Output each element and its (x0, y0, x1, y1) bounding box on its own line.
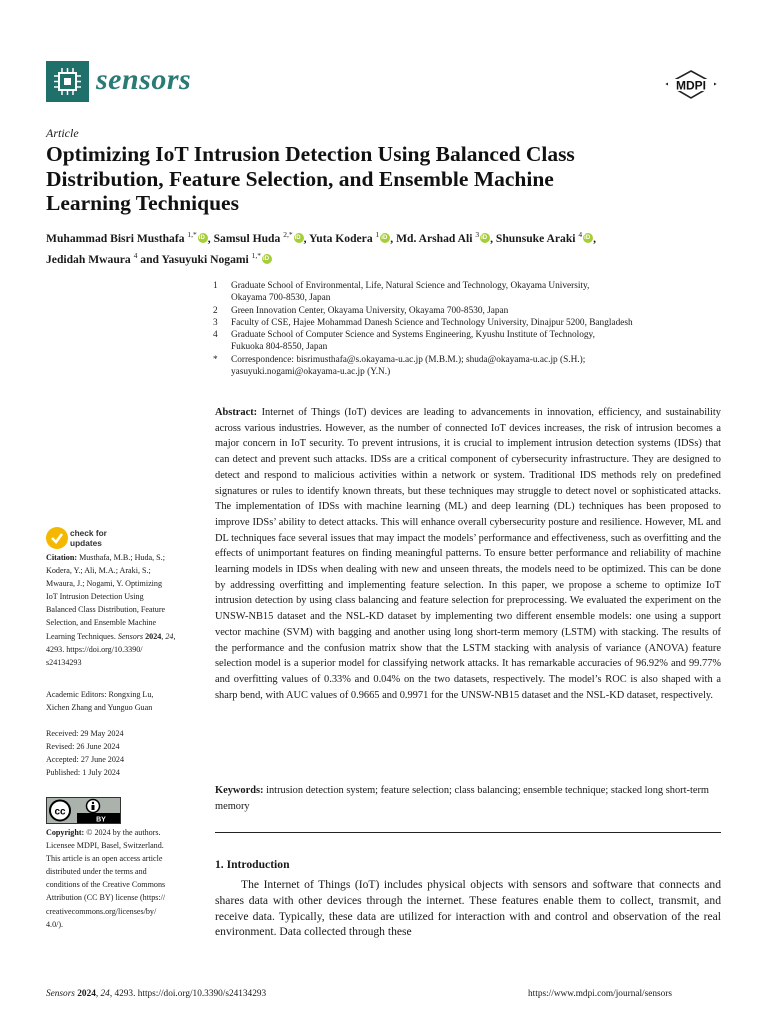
citation-doi-link[interactable]: 4293. https://doi.org/10.3390/ (46, 644, 143, 654)
affiliation-item: 1 Graduate School of Environmental, Life, Natural Science and Technology, Okayama University, Okayama 700-8530, Japan (213, 281, 590, 304)
abstract (215, 405, 721, 703)
author-name: Yuta Kodera (308, 231, 373, 245)
orcid-icon[interactable] (480, 233, 490, 243)
author-list: Muhammad Bisri Musthafa $^{1,*}$iD , Samsul Huda $^{2,*}$iD , Yuta Kodera $^1$iD , Md. Arshad Ali $^3$iD , Shunsuke Araki $^4$iD , Jedidah Mwaura $^4$ and Yasuyuki Nogami $^{1,*}$iD (46, 226, 736, 268)
orcid-icon[interactable] (262, 254, 272, 264)
title-line: Learning Techniques (46, 191, 239, 215)
svg-text:BY: BY (96, 816, 106, 823)
publisher-logo (665, 70, 717, 100)
orcid-icon[interactable] (198, 233, 208, 243)
check-updates-icon (46, 527, 68, 549)
title-line: Optimizing IoT Intrusion Detection Using Balanced Class (46, 142, 575, 166)
orcid-icon[interactable] (380, 233, 390, 243)
svg-text:cc: cc (54, 806, 66, 818)
publication-dates: Received: 29 May 2024 Revised: 26 June 2024 Accepted: 27 June 2024 Published: 1 July 2024 (46, 729, 124, 778)
paper-title (46, 142, 726, 216)
author-name: Jedidah Mwaura (46, 252, 131, 266)
keywords (215, 783, 721, 814)
section-heading: 1. Introduction (215, 858, 290, 871)
affiliation-item: 2 Green Innovation Center, Okayama University, Okayama 700-8530, Japan (213, 305, 509, 316)
correspondence: * Correspondence: bisrimusthafa@s.okayama-u.ac.jp (M.B.M.); shuda@okayama-u.ac.jp (S.H.); yasuyuki.nogami@okayama-u.ac.jp (Y.N.) (213, 354, 586, 378)
author-name: Muhammad Bisri Musthafa (46, 231, 185, 245)
journal-name: sensors (96, 63, 192, 96)
author-name: Md. Arshad Ali (396, 231, 473, 245)
journal-logo (46, 61, 89, 102)
keywords-text: intrusion detection system; feature selection; class balancing; ensemble technique; stacked long short-term memory (215, 785, 710, 812)
publisher-name: MDPI (676, 78, 706, 93)
article-type: Article (46, 126, 79, 140)
divider (215, 832, 721, 833)
author-name: Samsul Huda (213, 231, 281, 245)
footer-citation: Sensors 2024, 24, 4293. https://doi.org/10.3390/s24134293 (46, 989, 267, 999)
abstract-label: Abstract: (215, 407, 258, 418)
author-name: Shunsuke Araki (495, 231, 576, 245)
orcid-icon[interactable] (294, 233, 304, 243)
affiliation-item: 3 Faculty of CSE, Hajee Mohammad Danesh Science and Technology University, Dinajpur 5200, Bangladesh (213, 317, 633, 328)
check-for-updates-button[interactable]: check for updates (46, 527, 136, 549)
title-line: Distribution, Feature Selection, and Ensemble Machine (46, 166, 554, 191)
abstract-text: Internet of Things (IoT) devices are leading to advancements in innovation, efficiency, and sustainability across various industries. However, as the number of connected IoT devices increases, the risk of intrusion becomes a major concern in IoT security. To prevent intrusions, it is crucial to implement intrusion detection systems (IDSs) that can detect and prevent such attacks. IDSs are a critical component of cybersecurity infrastructure. They are designed to detect and respond to malicious activities within a network or system. Traditional IDS methods rely on predefined signatures or rules to identify known threats, but these techniques may struggle to detect novel or sophisticated attacks. The implementation of IDSs with machine learning (ML) and deep learning (DL) techniques has been proposed to improve IDSs’ ability to detect attacks. This will enhance overall cybersecurity posture and resilience. However, ML and DL techniques face several issues that may impact the models’ performance and effectiveness, such as overfitting and the effects of unimportant features on finding meaningful patterns. To ensure better performance and reliability of machine learning models in IDSs when dealing with new and unseen threats, the models need to be optimized. This can be done by addressing overfitting and implementing feature selection. In this paper, we propose a scheme to optimize IoT intrusion detection by using class balancing and feature selection for preprocessing. We evaluated the experiment on the UNSW-NB15 dataset and the NSL-KD dataset by implementing two different ensemble models: one using a support vector machine (SVM) with bagging and another using long short-term memory (LSTM) with stacking. The results of the performance and the confusion matrix show that the LSTM stacking with analysis of variance (ANOVA) feature selection model is a superior model for classifying network attacks. It has remarkable accuracies of 96.92% and 99.77% and overfitting values of 0.33% and 0.04% on the two datasets, respectively. The model’s ROC is also shaped with a sharp bend, with AUC values of 0.9665 and 0.9971 for the UNSW-NB15 dataset and the NSL-KD dataset, respectively. (215, 407, 721, 701)
author-name: Yasuyuki Nogami (161, 252, 249, 266)
copyright-block: Copyright: © 2024 by the authors. Licensee MDPI, Basel, Switzerland. This article is an open access article distributed under the terms and conditions of the Creative Commons Attribution (CC BY) license (https:// creativecommons.org/licenses/by/ 4.0/). (46, 828, 166, 929)
academic-editors: Academic Editors: Rongxing Lu, Xichen Zhang and Yunguo Guan (46, 690, 154, 713)
cc-by-license-badge[interactable] (46, 797, 121, 824)
footer-journal-url[interactable]: https://www.mdpi.com/journal/sensors (528, 989, 673, 999)
affiliation-item: 4 Graduate School of Computer Science and Systems Engineering, Kyushu Institute of Technology, Fukuoka 804-8550, Japan (213, 330, 595, 353)
keywords-label: Keywords: (215, 785, 264, 796)
affiliations (213, 280, 723, 378)
introduction-text: The Internet of Things (IoT) includes physical objects with sensors and software that connects and shares data with other devices through the internet. These features enable them to collect, transmit, and receive data. Typically, these data are utilized for interaction with and control and observation of the real environment. Data collected through these (215, 878, 721, 939)
orcid-icon[interactable] (583, 233, 593, 243)
citation-block: Citation: Musthafa, M.B.; Huda, S.; Kodera, Y.; Ali, M.A.; Araki, S.; Mwaura, J.; Nogami, Y. Optimizing IoT Intrusion Detection Using Balanced Class Distribution, Feature Selection, and Ensemble Machine Learning Techniques. Sensors 2024, 24, 4293. https://doi.org/10.3390/ s24134293 (46, 553, 176, 667)
